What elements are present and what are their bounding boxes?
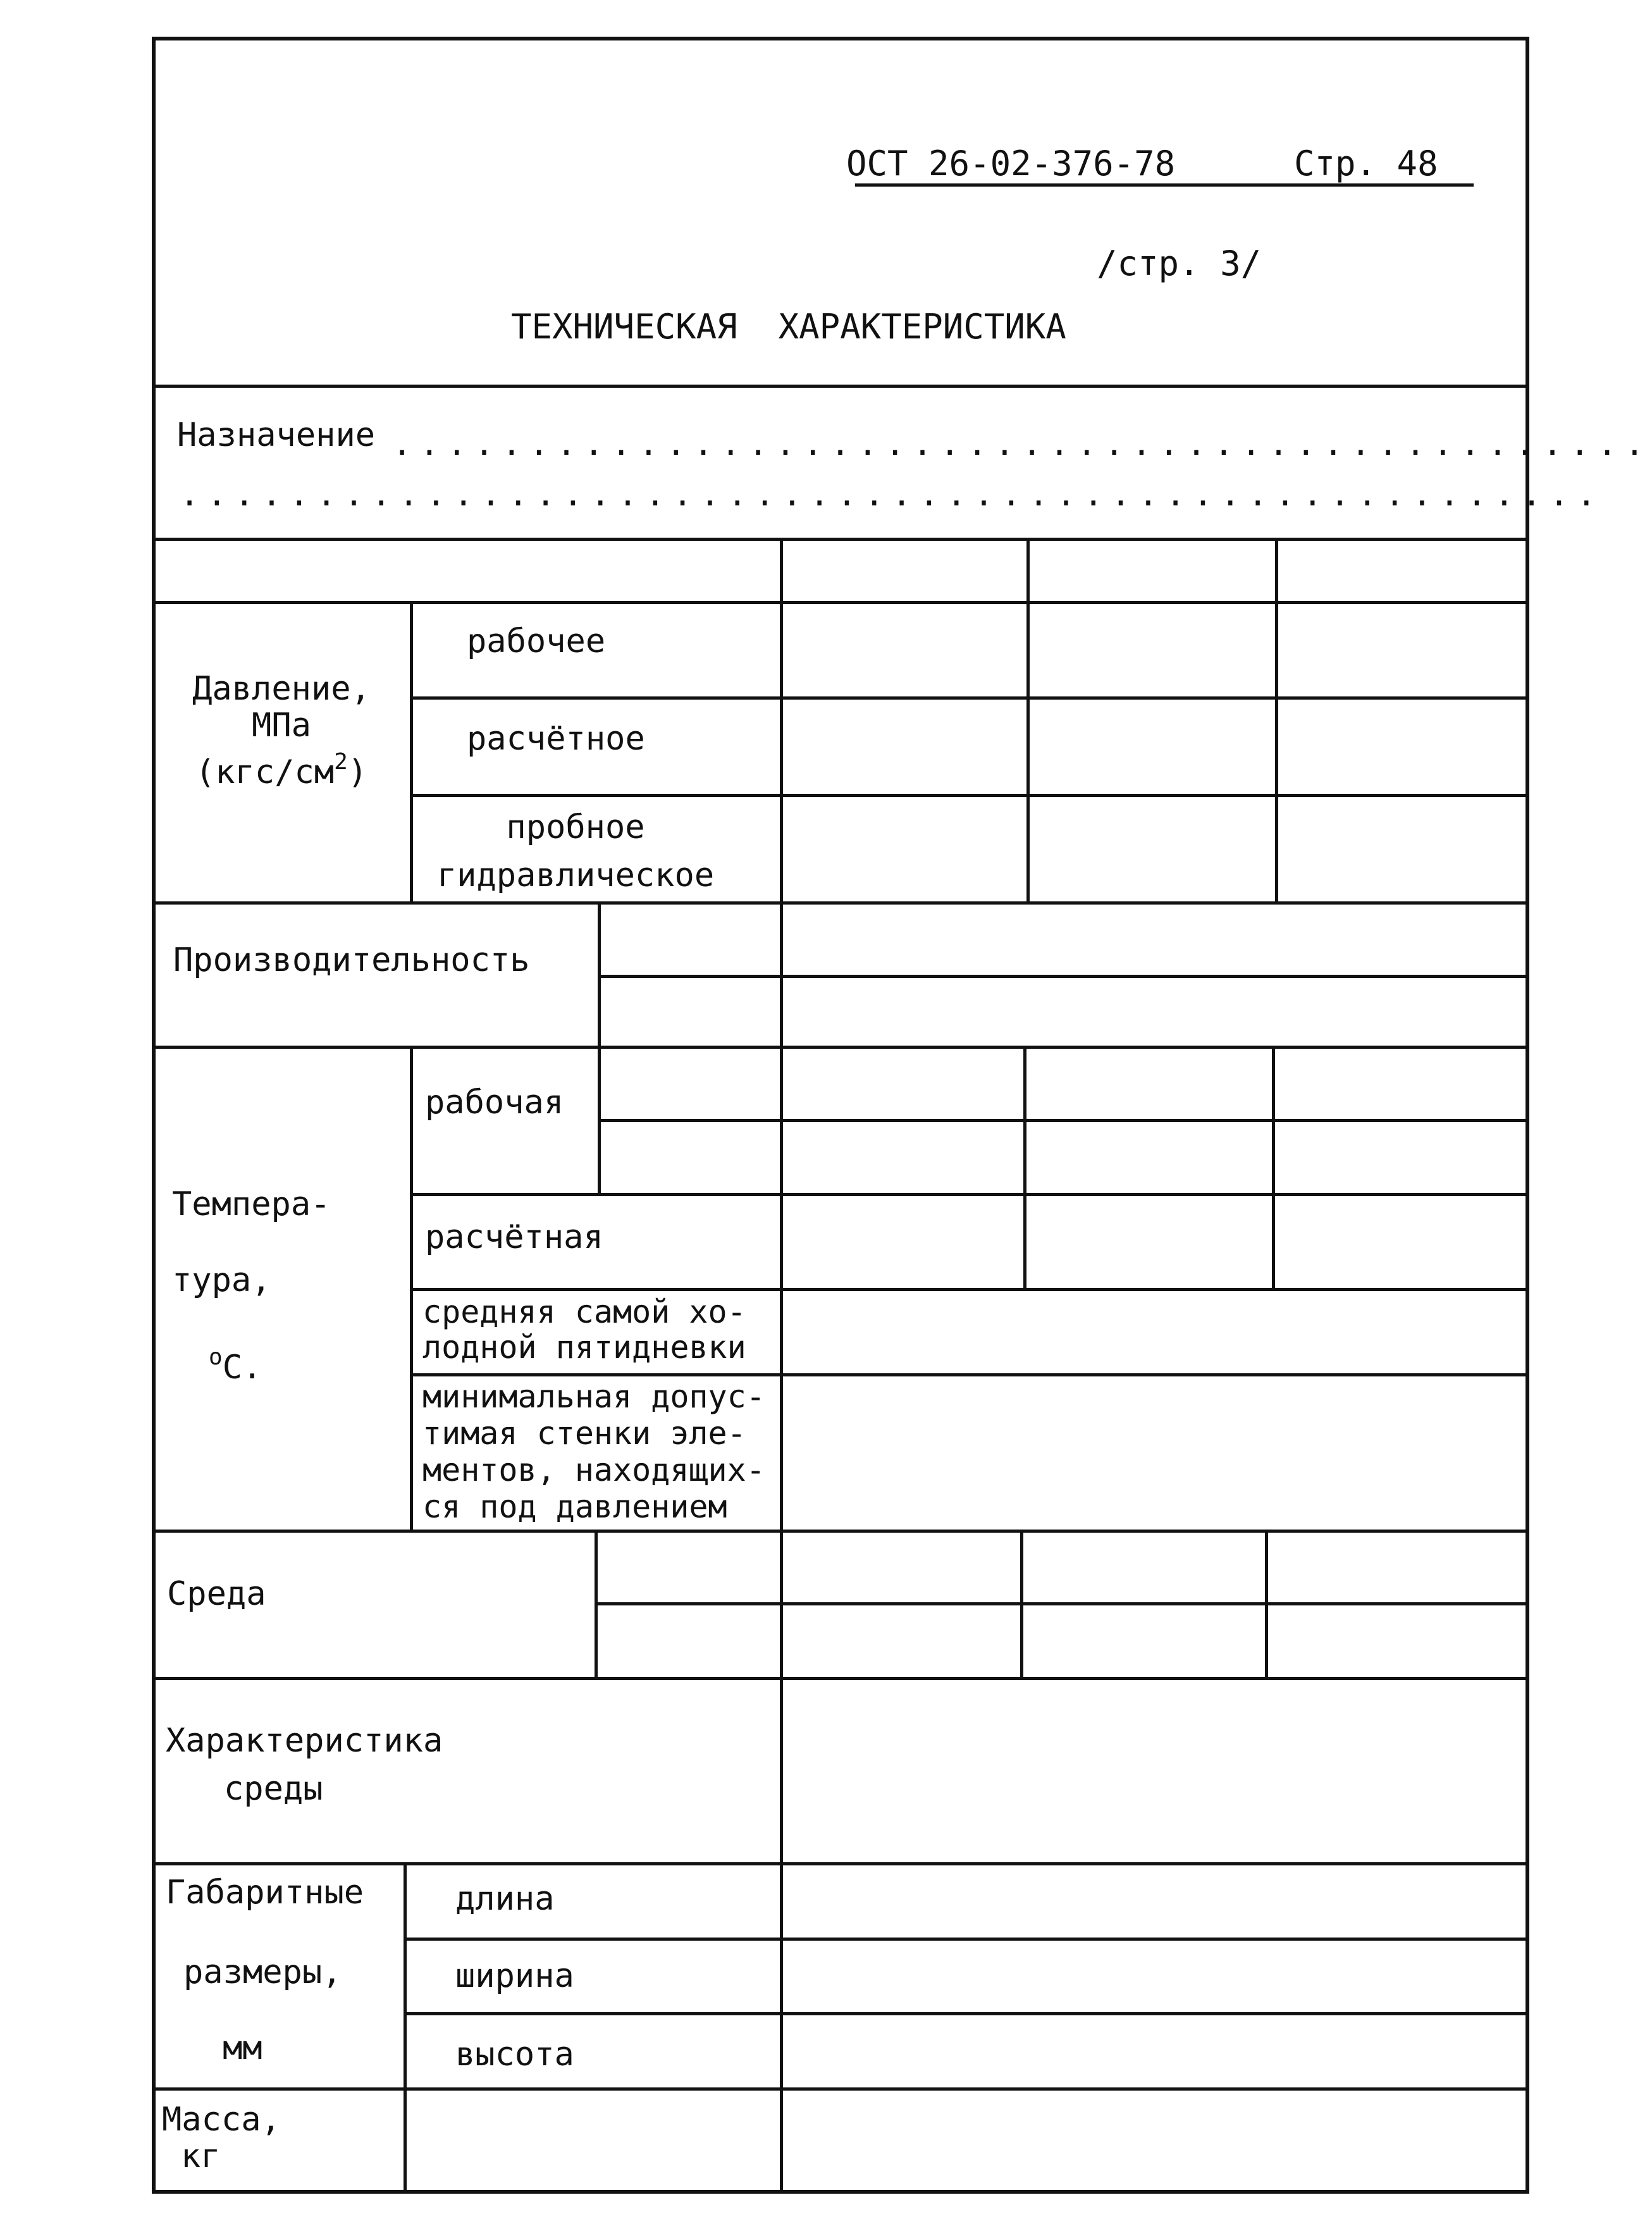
- divider: [1272, 1046, 1275, 1288]
- divider: [1265, 1530, 1268, 1677]
- divider: [410, 696, 1529, 700]
- divider: [410, 601, 413, 901]
- divider: [598, 1046, 601, 1193]
- divider: [152, 1530, 1529, 1533]
- divider: [152, 538, 1529, 541]
- temperature-unit: $^о$С.: [209, 1344, 262, 1387]
- divider: [598, 975, 1529, 978]
- dimensions-label-line2: размеры,: [183, 1953, 342, 1991]
- divider: [410, 1193, 1529, 1196]
- header-underline: [855, 183, 1474, 187]
- divider: [1275, 538, 1278, 901]
- divider: [780, 538, 783, 2194]
- mass-label: Масса, кг: [162, 2101, 281, 2175]
- standard-number: ОСТ 26-02-376-78: [846, 144, 1176, 183]
- divider: [152, 1862, 1529, 1865]
- dimension-length: длина: [455, 1880, 555, 1918]
- pressure-label: Давление, МПа $(кгс/см^2)$: [192, 670, 371, 791]
- divider: [595, 1530, 598, 1677]
- temperature-label-line2: тура,: [172, 1261, 271, 1299]
- dimension-height: высота: [455, 2036, 574, 2074]
- divider: [410, 1046, 413, 1530]
- divider: [1026, 538, 1030, 901]
- form-frame: [152, 37, 1652, 2194]
- divider: [598, 1119, 1529, 1122]
- purpose-dots-line1: ..............................................: [392, 425, 1652, 463]
- divider: [410, 1288, 1529, 1291]
- temperature-working: рабочая: [425, 1084, 564, 1122]
- divider: [595, 1602, 1529, 1605]
- medium-char-label: Характеристика среды: [166, 1722, 443, 1808]
- temperature-label-line1: Темпера-: [172, 1185, 331, 1223]
- divider: [407, 1938, 1529, 1941]
- divider: [152, 2087, 1529, 2091]
- divider: [152, 1046, 1529, 1049]
- temperature-min-wall: минимальная допус- тимая стенки эле- ментов, находящих- ся под давлением: [422, 1378, 765, 1525]
- divider: [598, 901, 601, 1046]
- divider: [407, 2012, 1529, 2015]
- pressure-test: пробное гидравлическое: [436, 808, 715, 894]
- temperature-coldest-5day: средняя самой хо- лодной пятидневки: [422, 1294, 746, 1366]
- divider: [152, 901, 1529, 905]
- divider: [404, 1862, 407, 2194]
- divider: [152, 1677, 1529, 1680]
- subpage-number: /стр. 3/: [1097, 244, 1262, 283]
- divider: [1023, 1046, 1026, 1288]
- divider: [410, 794, 1529, 797]
- medium-label: Среда: [167, 1575, 266, 1613]
- purpose-label: Назначение: [177, 416, 376, 454]
- dimension-width: ширина: [455, 1957, 574, 1995]
- divider: [410, 1373, 1529, 1376]
- dimensions-label-line3: мм: [223, 2029, 262, 2067]
- divider: [1020, 1530, 1023, 1677]
- pressure-working: рабочее: [467, 622, 606, 660]
- purpose-dots-line2: ....................................................: [180, 476, 1604, 514]
- temperature-design: расчётная: [425, 1218, 603, 1256]
- pressure-design: расчётное: [467, 720, 645, 758]
- form-title: ТЕХНИЧЕСКАЯ ХАРАКТЕРИСТИКА: [511, 307, 1066, 347]
- capacity-label: Производительность: [173, 941, 530, 979]
- dimensions-label-line1: Габаритные: [166, 1874, 364, 1912]
- divider: [152, 601, 1529, 604]
- divider: [152, 385, 1529, 388]
- page-number: Стр. 48: [1294, 144, 1438, 183]
